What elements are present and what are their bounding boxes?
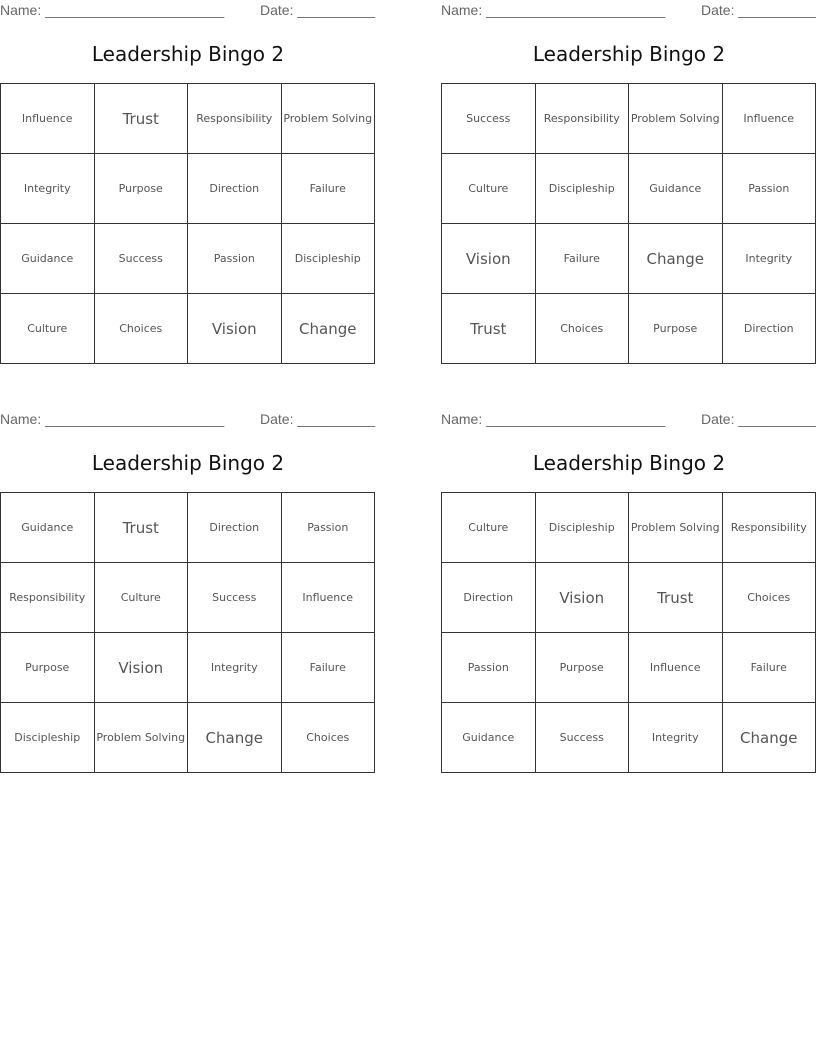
bingo-cell: Choices: [536, 294, 630, 364]
bingo-cell: Problem Solving: [629, 493, 723, 563]
bingo-grid: [0, 492, 375, 773]
name-field-label[interactable]: Name: _______________________: [0, 2, 225, 18]
card-header: [0, 2, 376, 20]
card-header: [441, 411, 816, 429]
bingo-grid: [0, 83, 375, 364]
card-title: Leadership Bingo 2: [532, 42, 726, 66]
bingo-cell: Discipleship: [536, 493, 630, 563]
bingo-cell: Culture: [95, 563, 189, 633]
bingo-cell: Purpose: [629, 294, 723, 364]
card-header: [0, 411, 376, 429]
bingo-cell: Integrity: [1, 154, 95, 224]
bingo-cell: Trust: [95, 493, 189, 563]
bingo-cell: Problem Solving: [282, 84, 376, 154]
bingo-cell: Purpose: [1, 633, 95, 703]
bingo-cell: Culture: [1, 294, 95, 364]
bingo-cell: Passion: [723, 154, 816, 224]
bingo-cell: Direction: [723, 294, 816, 364]
card-header: [441, 2, 816, 20]
bingo-cell: Discipleship: [1, 703, 95, 773]
bingo-cell: Vision: [95, 633, 189, 703]
card-title: Leadership Bingo 2: [532, 451, 726, 475]
bingo-cell: Choices: [723, 563, 816, 633]
bingo-cell: Vision: [442, 224, 536, 294]
bingo-cell: Responsibility: [1, 563, 95, 633]
bingo-cell: Failure: [282, 154, 376, 224]
bingo-cell: Responsibility: [188, 84, 282, 154]
date-field-label[interactable]: Date: __________: [260, 2, 376, 18]
bingo-card-3: [0, 409, 376, 773]
bingo-cell: Trust: [629, 563, 723, 633]
bingo-cell: Passion: [188, 224, 282, 294]
bingo-cell: Change: [282, 294, 376, 364]
bingo-grid: [441, 492, 816, 773]
bingo-cell: Choices: [95, 294, 189, 364]
bingo-card-1: [0, 0, 376, 364]
bingo-cell: Failure: [723, 633, 816, 703]
bingo-cell: Integrity: [723, 224, 816, 294]
name-field-label[interactable]: Name: _______________________: [441, 411, 666, 427]
bingo-cell: Purpose: [536, 633, 630, 703]
bingo-cell: Guidance: [1, 224, 95, 294]
bingo-cell: Problem Solving: [95, 703, 189, 773]
date-field-label[interactable]: Date: __________: [701, 411, 816, 427]
bingo-cell: Influence: [723, 84, 816, 154]
bingo-cell: Passion: [282, 493, 376, 563]
bingo-cell: Choices: [282, 703, 376, 773]
bingo-cell: Influence: [1, 84, 95, 154]
bingo-cell: Vision: [536, 563, 630, 633]
bingo-cell: Passion: [442, 633, 536, 703]
bingo-cell: Trust: [442, 294, 536, 364]
bingo-cell: Trust: [95, 84, 189, 154]
date-field-label[interactable]: Date: __________: [701, 2, 816, 18]
bingo-cell: Direction: [188, 493, 282, 563]
card-title: Leadership Bingo 2: [91, 42, 285, 66]
bingo-cell: Change: [629, 224, 723, 294]
bingo-cell: Discipleship: [282, 224, 376, 294]
bingo-cell: Change: [723, 703, 816, 773]
date-field-label[interactable]: Date: __________: [260, 411, 376, 427]
bingo-cell: Influence: [282, 563, 376, 633]
bingo-cell: Success: [95, 224, 189, 294]
bingo-cell: Success: [188, 563, 282, 633]
bingo-cell: Integrity: [188, 633, 282, 703]
bingo-cell: Influence: [629, 633, 723, 703]
bingo-cell: Integrity: [629, 703, 723, 773]
card-title: Leadership Bingo 2: [91, 451, 285, 475]
bingo-cell: Failure: [282, 633, 376, 703]
bingo-cell: Direction: [188, 154, 282, 224]
bingo-cell: Responsibility: [723, 493, 816, 563]
bingo-cell: Vision: [188, 294, 282, 364]
bingo-grid: [441, 83, 816, 364]
bingo-cell: Success: [442, 84, 536, 154]
bingo-cell: Culture: [442, 493, 536, 563]
bingo-cell: Direction: [442, 563, 536, 633]
name-field-label[interactable]: Name: _______________________: [441, 2, 666, 18]
name-field-label[interactable]: Name: _______________________: [0, 411, 225, 427]
bingo-cell: Failure: [536, 224, 630, 294]
bingo-card-4: [441, 409, 816, 773]
bingo-cell: Guidance: [1, 493, 95, 563]
bingo-cell: Discipleship: [536, 154, 630, 224]
bingo-card-2: [441, 0, 816, 364]
bingo-cell: Guidance: [442, 703, 536, 773]
bingo-cell: Responsibility: [536, 84, 630, 154]
bingo-cell: Problem Solving: [629, 84, 723, 154]
bingo-cell: Purpose: [95, 154, 189, 224]
bingo-cell: Success: [536, 703, 630, 773]
bingo-cell: Change: [188, 703, 282, 773]
bingo-cell: Culture: [442, 154, 536, 224]
bingo-cell: Guidance: [629, 154, 723, 224]
